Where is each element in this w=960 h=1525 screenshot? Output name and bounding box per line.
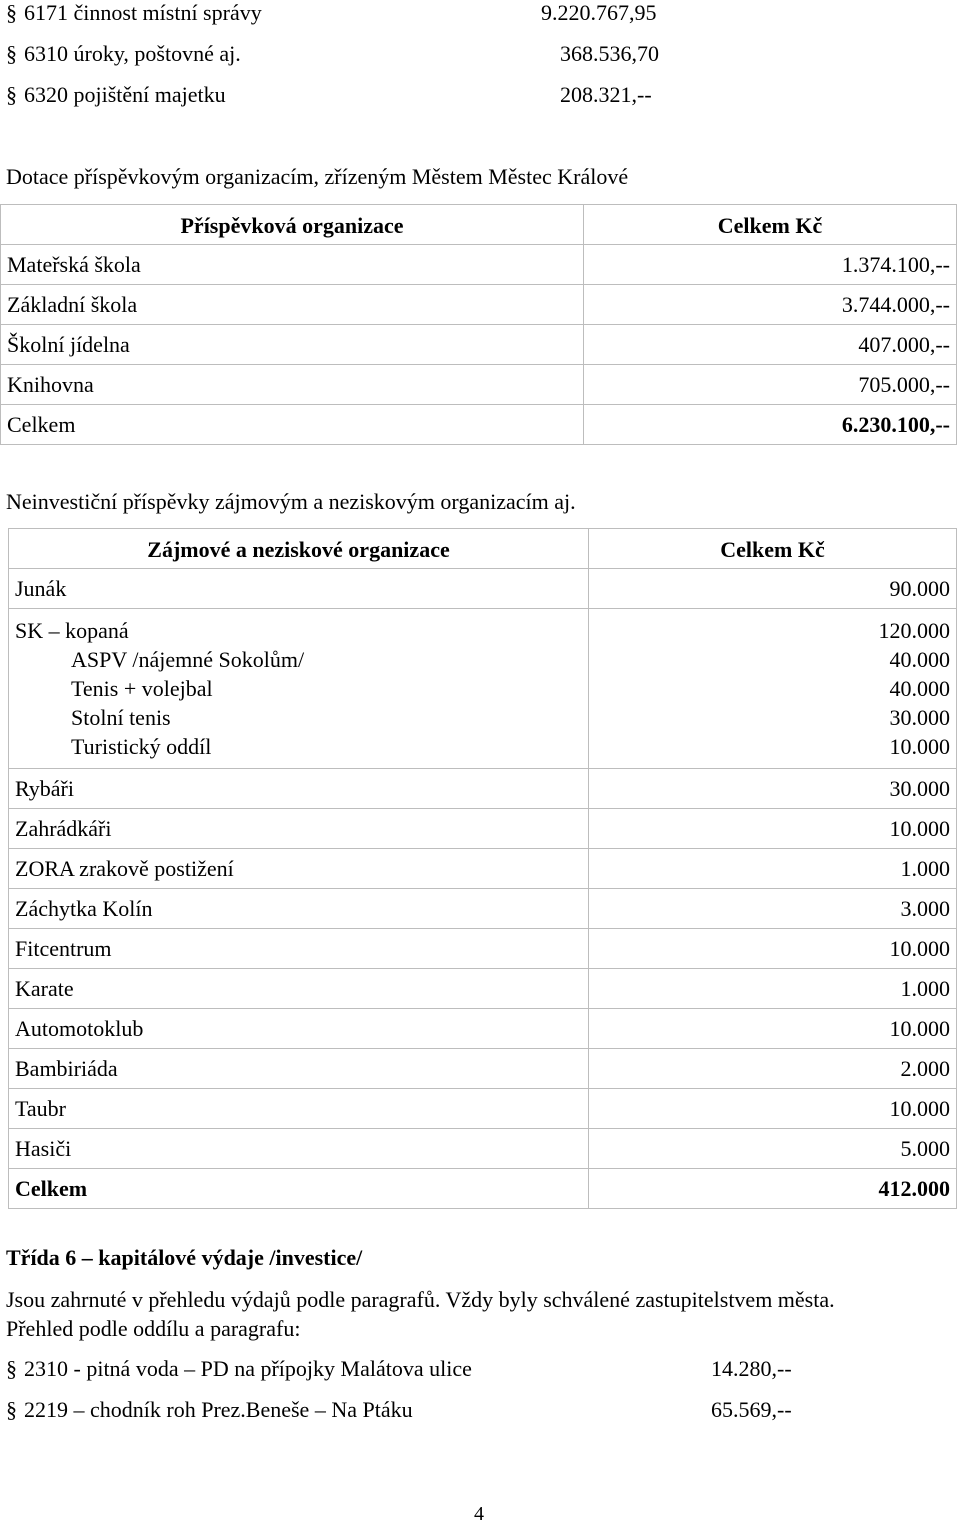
dotace-table (0, 204, 957, 445)
sub-row-value: 30.000 (889, 705, 950, 730)
neinv-heading: Neinvestiční příspěvky zájmovým a neziskovým organizacím aj. (6, 489, 576, 514)
row-name: Základní škola (1, 285, 584, 325)
col-header-celkem: Celkem Kč (584, 205, 957, 245)
row-value: 10.000 (589, 809, 957, 849)
table-row (9, 1089, 957, 1129)
table-row (9, 1129, 957, 1169)
row-name: ZORA zrakově postižení (9, 849, 589, 889)
table-row (9, 889, 957, 929)
bullet-item-2310 (0, 1356, 960, 1382)
sub-row-name: Turistický oddíl (71, 734, 212, 759)
row-name: Záchytka Kolín (9, 889, 589, 929)
table-row (9, 1049, 957, 1089)
row-name: Junák (9, 569, 589, 609)
row-name: Mateřská škola (1, 245, 584, 285)
item-amount: 9.220.767,95 (541, 0, 657, 25)
sub-row-name: Stolní tenis (71, 705, 171, 730)
total-label: Celkem (9, 1169, 589, 1209)
col-header-organizace: Zájmové a neziskové organizace (9, 529, 589, 569)
item-amount: 65.569,-- (711, 1397, 792, 1422)
row-name: Knihovna (1, 365, 584, 405)
bullet-icon: § (6, 1356, 17, 1381)
bullet-item-6320 (0, 82, 960, 108)
sub-row-name: Tenis + volejbal (71, 676, 213, 701)
row-value: 90.000 (589, 569, 957, 609)
table-header-row (9, 529, 957, 569)
item-amount: 368.536,70 (560, 41, 659, 66)
col-header-organizace: Příspěvková organizace (1, 205, 584, 245)
neinv-table (8, 528, 957, 1209)
page-number: 4 (474, 1503, 484, 1525)
row-name: Fitcentrum (9, 929, 589, 969)
row-name: Bambiriáda (9, 1049, 589, 1089)
row-value: 3.000 (589, 889, 957, 929)
row-value: 120.000 (878, 618, 950, 643)
sk-names (9, 609, 589, 769)
trida6-paragraph-1: Jsou zahrnuté v přehledu výdajů podle paragrafů. Vždy byly schválené zastupitelstvem města. (6, 1287, 835, 1312)
table-row (9, 849, 957, 889)
row-name: Karate (9, 969, 589, 1009)
table-row (9, 929, 957, 969)
table-row (9, 809, 957, 849)
bullet-item-6310 (0, 41, 960, 67)
table-row (9, 569, 957, 609)
item-text: 6171 činnost místní správy (24, 0, 262, 25)
row-value: 30.000 (589, 769, 957, 809)
item-text: 6310 úroky, poštovné aj. (24, 41, 241, 66)
row-name: Školní jídelna (1, 325, 584, 365)
row-value: 407.000,-- (584, 325, 957, 365)
bullet-icon: § (6, 0, 17, 25)
bullet-item-6171 (0, 0, 960, 26)
row-value: 10.000 (589, 1089, 957, 1129)
total-value: 412.000 (589, 1169, 957, 1209)
total-label: Celkem (1, 405, 584, 445)
row-value: 3.744.000,-- (584, 285, 957, 325)
row-name: Hasiči (9, 1129, 589, 1169)
table-row (1, 325, 957, 365)
sub-row-value: 10.000 (889, 734, 950, 759)
row-value: 705.000,-- (584, 365, 957, 405)
row-value: 1.000 (589, 969, 957, 1009)
table-row-sk (9, 609, 957, 769)
sub-row-name: ASPV /nájemné Sokolům/ (71, 647, 305, 672)
row-value: 2.000 (589, 1049, 957, 1089)
item-text: 6320 pojištění majetku (24, 82, 226, 107)
row-name: Taubr (9, 1089, 589, 1129)
row-name: Automotoklub (9, 1009, 589, 1049)
row-value: 10.000 (589, 1009, 957, 1049)
row-value: 10.000 (589, 929, 957, 969)
table-row (1, 365, 957, 405)
sub-row-value: 40.000 (889, 647, 950, 672)
sub-row-value: 40.000 (889, 676, 950, 701)
row-name: SK – kopaná (15, 618, 129, 643)
item-amount: 14.280,-- (711, 1356, 792, 1381)
table-header-row (1, 205, 957, 245)
sk-values (589, 609, 957, 769)
bullet-item-2219 (0, 1397, 960, 1423)
bullet-icon: § (6, 82, 17, 107)
item-text: 2310 - pitná voda – PD na přípojky Malátova ulice (24, 1356, 472, 1381)
row-value: 1.000 (589, 849, 957, 889)
row-name: Zahrádkáři (9, 809, 589, 849)
table-total-row (1, 405, 957, 445)
dotace-heading: Dotace příspěvkovým organizacím, zřízeným Městem Městec Králové (6, 164, 629, 189)
bullet-icon: § (6, 41, 17, 66)
row-value: 5.000 (589, 1129, 957, 1169)
item-amount: 208.321,-- (560, 82, 652, 107)
bullet-icon: § (6, 1397, 17, 1422)
row-value: 1.374.100,-- (584, 245, 957, 285)
table-row (9, 1009, 957, 1049)
table-total-row (9, 1169, 957, 1209)
trida6-heading: Třída 6 – kapitálové výdaje /investice/ (6, 1245, 363, 1270)
table-row (1, 285, 957, 325)
col-header-celkem: Celkem Kč (589, 529, 957, 569)
table-row (1, 245, 957, 285)
table-row (9, 769, 957, 809)
trida6-paragraph-2: Přehled podle oddílu a paragrafu: (6, 1316, 301, 1341)
row-name: Rybáři (9, 769, 589, 809)
item-text: 2219 – chodník roh Prez.Beneše – Na Ptáku (24, 1397, 413, 1422)
table-row (9, 969, 957, 1009)
total-value: 6.230.100,-- (584, 405, 957, 445)
